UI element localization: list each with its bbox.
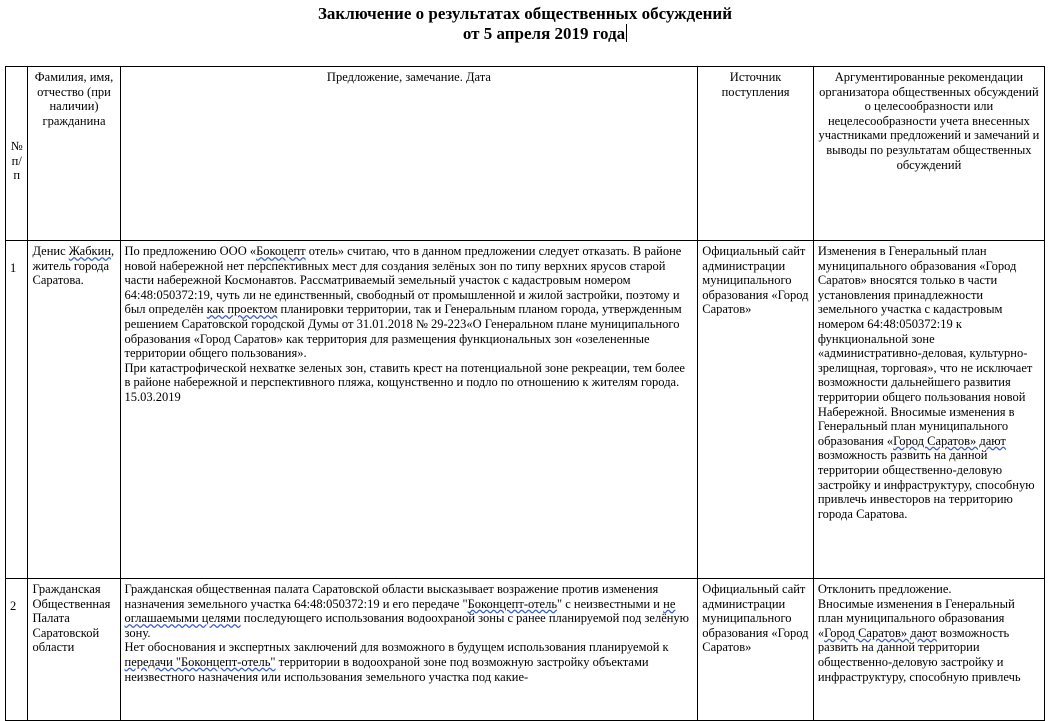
title-line-1: Заключение о результатах общественных обсуждений — [317, 4, 733, 23]
title-date: от 5 апреля 2019 года — [462, 24, 626, 43]
recommendation-paragraph: Вносимые изменения в Генеральный план муниципального образования «Город Саратов» дают возможность развить на данной территории общественно-деловую застройку и инфраструктуру, способную привлечь — [817, 596, 1021, 684]
document-title — [0, 4, 1050, 44]
row-num: 2 — [6, 579, 28, 721]
recommendation-verdict: Отклонить предложение. — [817, 582, 952, 596]
table-row — [6, 579, 1045, 721]
row-name: Денис Жабкин, житель города Саратова. — [28, 241, 120, 579]
proposal-paragraph: По предложению ООО «Бокоцепт отель» считаю, что в данном предложении следует отказать. В районе новой набережной нет перспективных мест для создания зелёных зон по типу верхних ярусов старой части набережной Космонавтов. Рассматриваемый земельный участок с кадастровым номером 64:48:050372:19, чуть ли не единственный, свободный от промышленной и жилой застройки, поэтому и был определён как проектом планировки территории, так и Генеральным планом города, утвержденным решением Саратовской городской Думы от 31.01.2018 № 29-223«О Генеральном плане муниципального образования «Город Саратов» как территория для размещения функциональных зон «озелененные территории общего пользования». — [124, 244, 682, 361]
header-proposal: Предложение, замечание. Дата — [120, 67, 698, 241]
results-table — [5, 66, 1045, 721]
row-recommendation — [813, 579, 1044, 721]
row-name: Гражданская Общественная Палата Саратовской области — [28, 579, 120, 721]
row-proposal — [120, 579, 698, 721]
title-line-2 — [423, 24, 627, 44]
header-recommendation: Аргументированные рекомендации организатора общественных обсуждений о целесообразности или нецелесообразности учета внесенных участниками предложений и замечаний и выводы по результатам общественных обсуждений — [813, 67, 1044, 241]
header-name: Фамилия, имя, отчество (при наличии) гражданина — [28, 67, 120, 241]
text-cursor — [626, 24, 627, 42]
row-proposal — [120, 241, 698, 579]
proposal-paragraph: Гражданская общественная палата Саратовской области высказывает возражение против изменения назначения земельного участка 64:48:050372:19 и его передаче "Боконцепт-отель" с неизвестными и не оглашаемыми целями последующего использования водоохраной зоны с ранее планируемой под зелёную зону. — [124, 582, 690, 640]
proposal-paragraph: При катастрофической нехватке зеленых зон, ставить крест на потенциальной зоне рекреации, тем более в районе набережной и перспективного пляжа, кощунственно и подло по отношению к жителям города. — [124, 360, 685, 390]
proposal-paragraph: Нет обоснования и экспертных заключений для возможного в будущем использования планируемой к передачи "Боконцепт-отель" территории в водоохраной зоне под возможную застройку объектами неизвестного назначения или использования земельного участка под какие- — [124, 640, 669, 684]
row-source: Официальный сайт администрации муниципального образования «Город Саратов» — [698, 579, 814, 721]
table-row — [6, 241, 1045, 579]
table-header-row — [6, 67, 1045, 241]
header-source: Источник поступления — [698, 67, 814, 241]
row-recommendation: Изменения в Генеральный план муниципального образования «Город Саратов» вносятся только в части установления принадлежности земельного участка с кадастровым номером 64:48:050372:19 к функциональной зоне «административно-деловая, культурно-зрелищная, торговая», что не исключает возможности дальнейшего развития территории общего пользования новой Набережной. Вносимые изменения в Генеральный план муниципального образования «Город Саратов» дают возможность развить на данной территории общественно-деловую застройку и инфраструктуру, способную привлечь инвесторов на территорию города Саратова. — [813, 241, 1044, 579]
row-num: 1 — [6, 241, 28, 579]
row-source: Официальный сайт администрации муниципального образования «Город Саратов» — [698, 241, 814, 579]
proposal-date: 15.03.2019 — [124, 389, 181, 404]
header-num: № п/п — [6, 67, 28, 241]
